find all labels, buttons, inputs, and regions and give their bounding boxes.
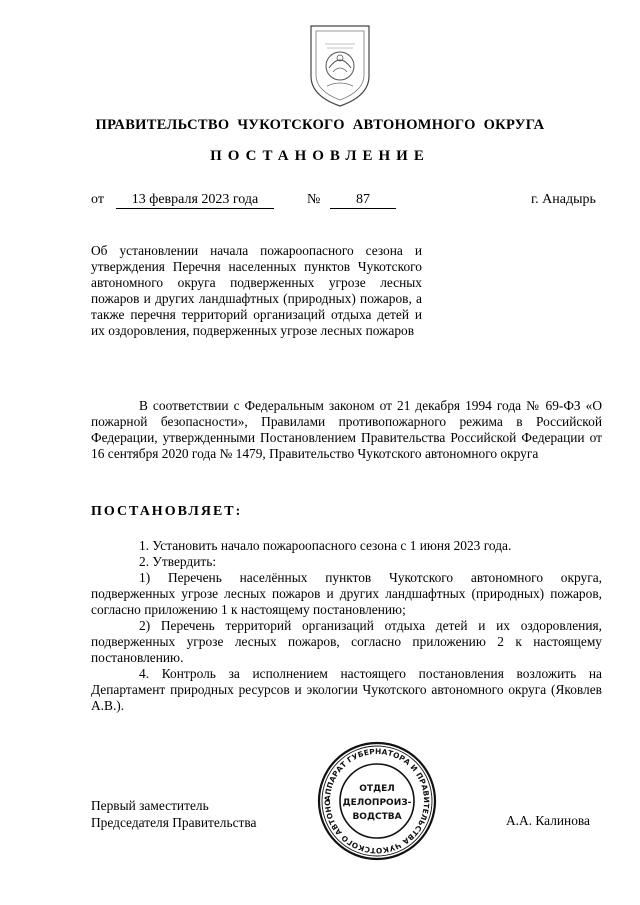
list-item: 2. Утвердить: — [139, 554, 217, 569]
government-name: ПРАВИТЕЛЬСТВО ЧУКОТСКОГО АВТОНОМНОГО ОКРУГА — [95, 117, 545, 133]
preamble-text: В соответствии с Федеральным законом от 21 декабря 1994 года № 69-ФЗ «О пожарной безопасности», Правилами противопожарного режима в Российской Федерации, утвержденными Постановлением Правительства Российской Федерации от 16 сентября 2020 года № 1479, Правительство Чукотского автономного округа — [91, 398, 602, 461]
decree-items — [91, 538, 602, 714]
document-type: ПОСТАНОВЛЕНИЕ — [210, 148, 430, 164]
date-prefix: от — [91, 192, 104, 207]
stamp-line-2: ДЕЛОПРОИЗ- — [342, 798, 412, 808]
document-date: 13 февраля 2023 года — [116, 192, 274, 209]
number-prefix: № — [307, 192, 321, 207]
signatory-position — [91, 797, 256, 831]
position-line-1: Первый заместитель — [91, 798, 209, 813]
list-item: 4. Контроль за исполнением настоящего постановления возложить на Департамент природных ресурсов и экологии Чукотского автономного округа (Яковлев А.В.). — [91, 666, 602, 713]
position-line-2: Председателя Правительства — [91, 815, 257, 830]
stamp-ring-text: АППАРАТ ГУБЕРНАТОРА И ПРАВИТЕЛЬСТВА ЧУКОТСКОГО АВТОНО — [322, 746, 432, 856]
document-title: Об установлении начала пожароопасного сезона и утверждения Перечня населенных пунктов Чукотского автономного округа подверженных угрозе лесных пожаров и других ландшафтных (природных) пожаров, а также перечня территорий организаций отдыха детей и их оздоровления, подверженных угрозе лесных пожаров — [91, 243, 422, 338]
list-item: 2) Перечень территорий организаций отдыха детей и их оздоровления, подверженных угрозе лесных пожаров, согласно приложению 2 к настоящему постановлению. — [91, 618, 602, 665]
chukotka-coat-of-arms-icon — [307, 22, 373, 108]
office-stamp — [316, 740, 438, 862]
document-place: г. Анадырь — [531, 192, 596, 207]
stamp-line-3: ВОДСТВА — [352, 812, 402, 822]
preamble — [91, 398, 602, 462]
document-number: 87 — [330, 192, 396, 209]
list-item: 1) Перечень населённых пунктов Чукотского автономного округа, подверженных угрозе лесных пожаров и других ландшафтных (природных) пожаров, согласно приложению 1 к настоящему постановлению; — [91, 570, 602, 617]
signatory-name: А.А. Калинова — [506, 813, 590, 828]
list-item: 1. Установить начало пожароопасного сезона с 1 июня 2023 года. — [139, 538, 512, 553]
stamp-line-1: ОТДЕЛ — [359, 784, 395, 794]
decree-word: ПОСТАНОВЛЯЕТ: — [91, 504, 243, 519]
